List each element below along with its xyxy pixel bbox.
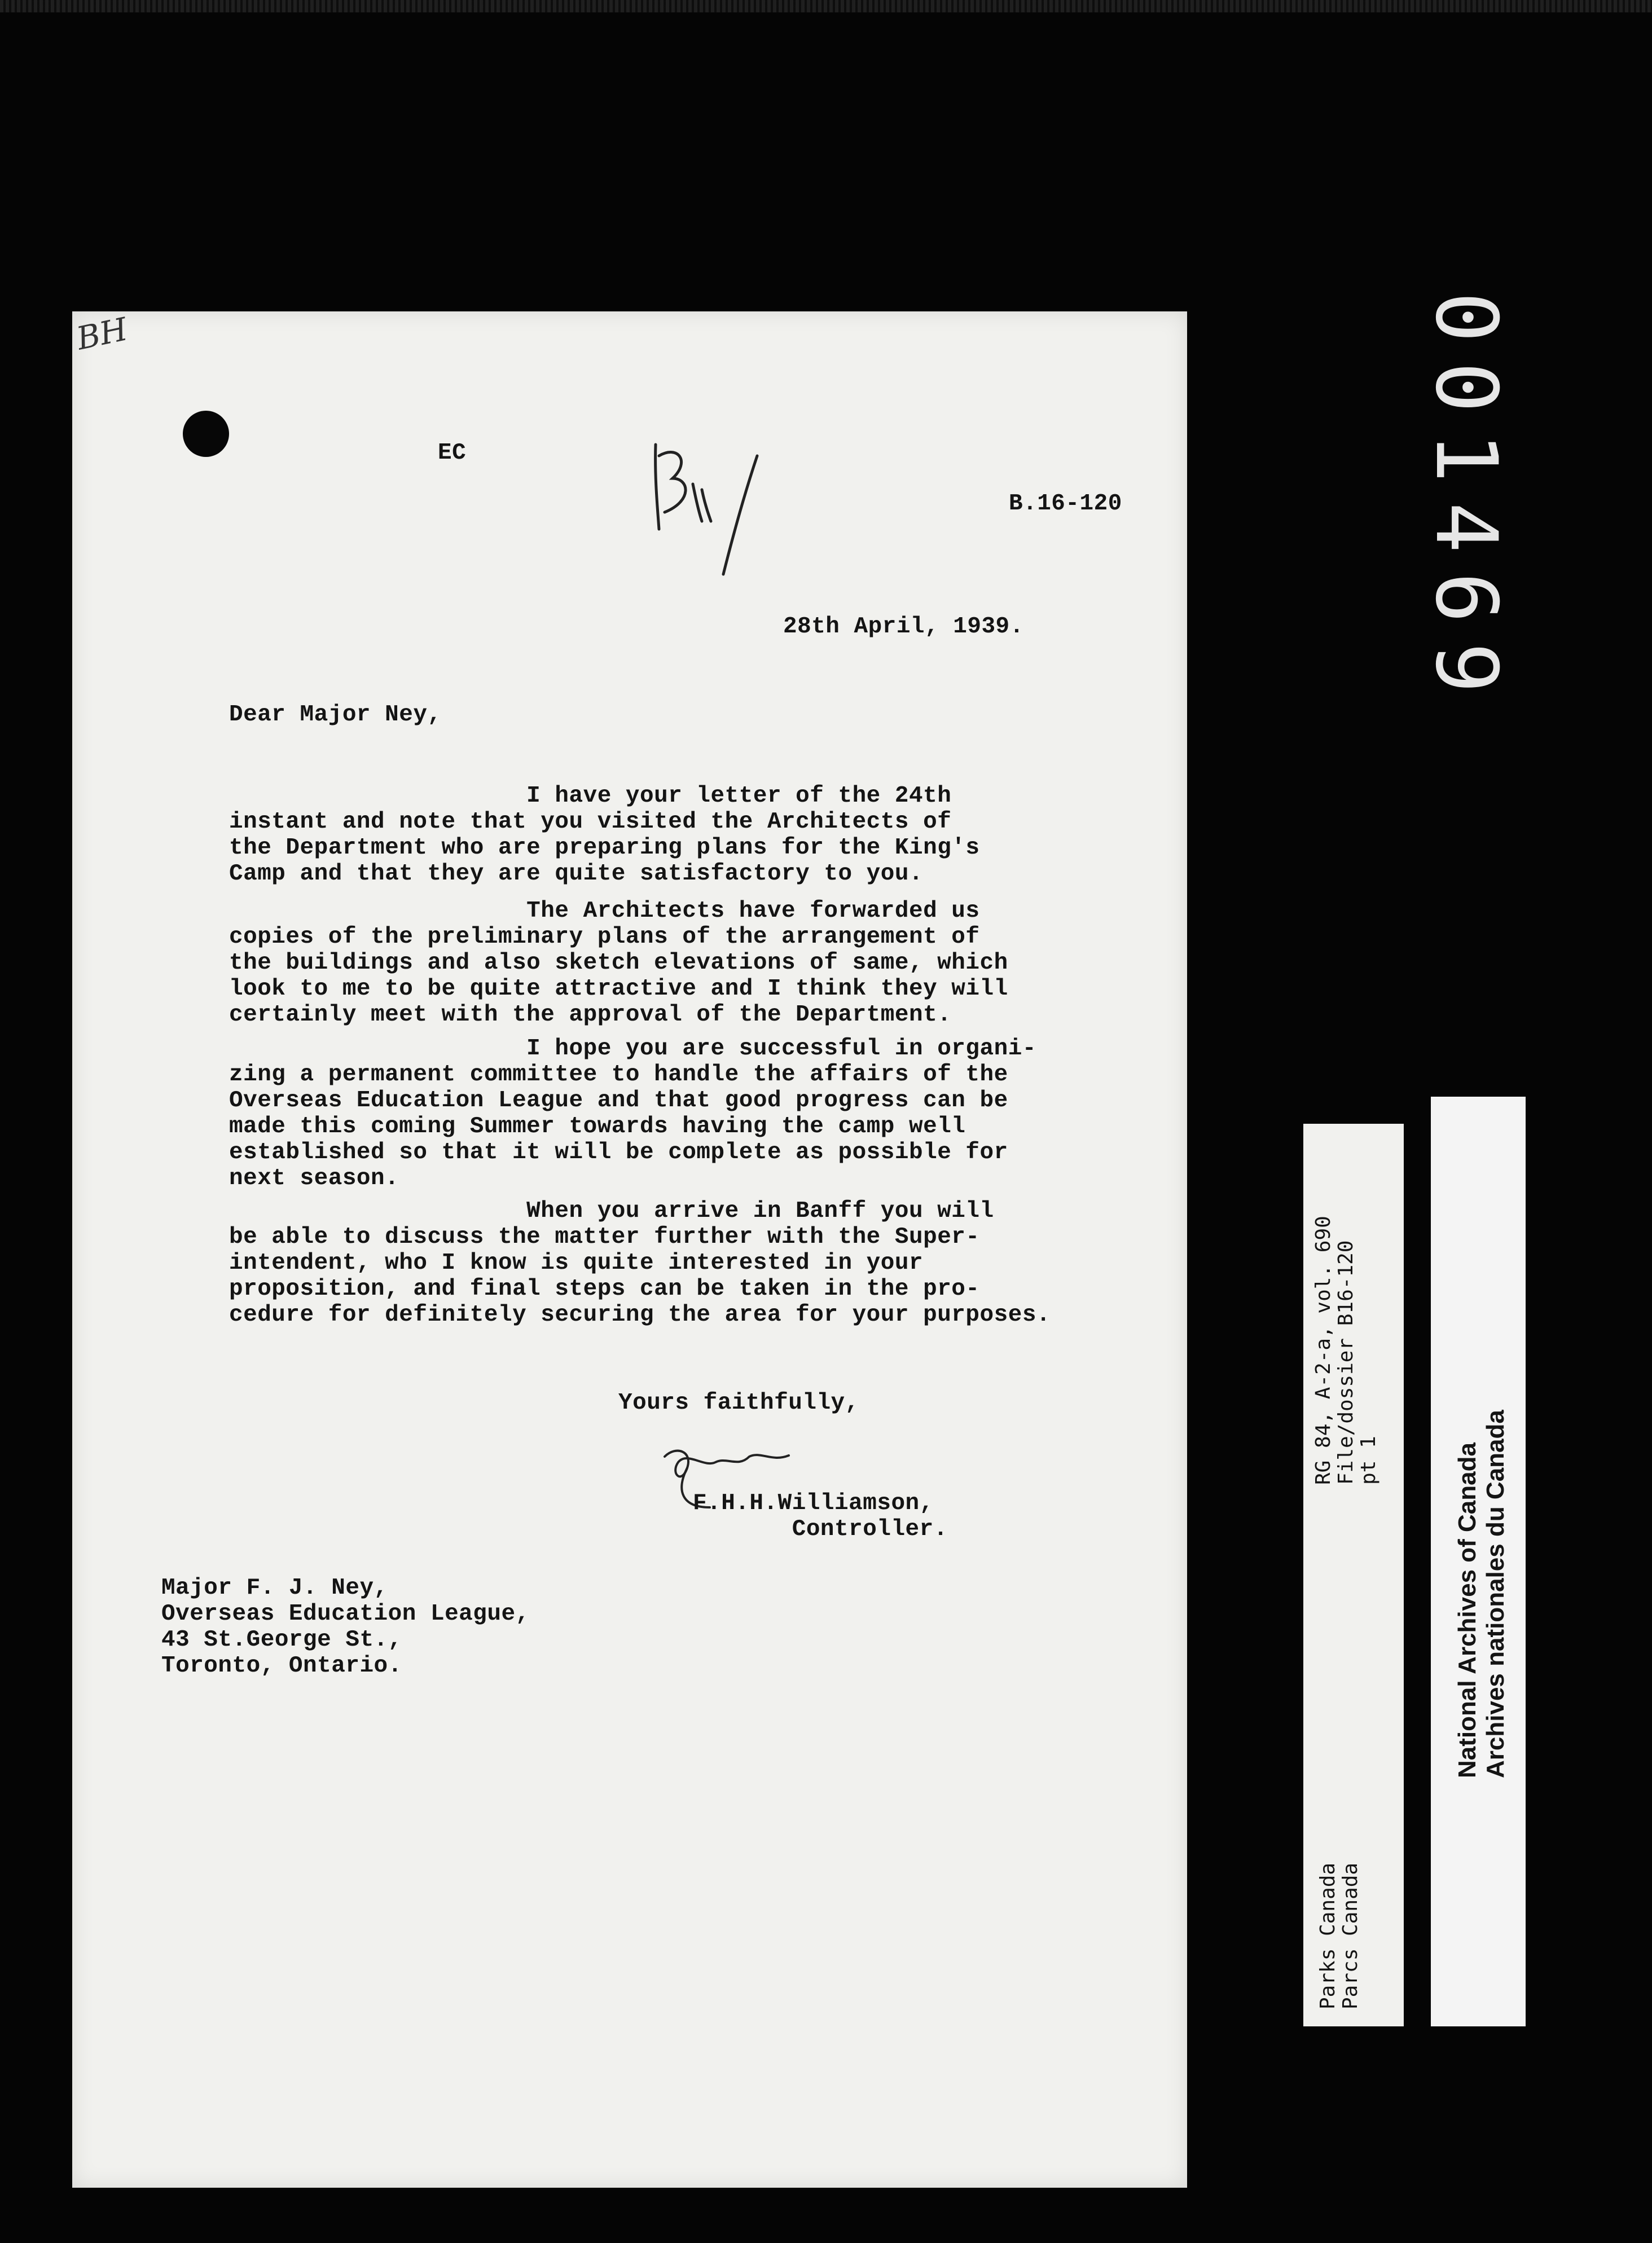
signatory-title: Controller. <box>693 1516 948 1542</box>
body-paragraph: I hope you are successful in organi- zing a permanent committee to handle the affairs of the Overseas Education League and that good progress can be made this coming Summer towards having the camp well established so that it will be complete as possible for next season. <box>229 1036 1036 1191</box>
letter-date: 28th April, 1939. <box>783 614 1024 640</box>
institution-text <box>1453 1410 1510 1778</box>
archive-reference-text <box>1312 1216 1380 1485</box>
institution-line: Archives nationales du Canada <box>1482 1410 1509 1778</box>
body-paragraph: I have your letter of the 24th instant and note that you visited the Architects of the Department who are preparing plans for the King's Camp and that they are quite satisfactory to you. <box>229 783 980 887</box>
archive-reference-label <box>1303 1124 1404 2026</box>
film-frame-number <box>1417 206 1515 798</box>
address-line: Overseas Education League, <box>161 1601 530 1627</box>
film-edge <box>0 0 1652 12</box>
address-line: Major F. J. Ney, <box>161 1575 388 1601</box>
typist-initials: EC <box>438 440 467 466</box>
letter-page <box>72 311 1187 2188</box>
agency-line: Parcs Canada <box>1339 1862 1362 2009</box>
body-paragraph: The Architects have forwarded us copies of the preliminary plans of the arrangement of the buildings and also sketch elevations of same, which look to me to be quite attractive and I think they will certainly meet with the approval of the Department. <box>229 898 1008 1028</box>
address-line: Toronto, Ontario. <box>161 1653 402 1679</box>
body-paragraph: When you arrive in Banff you will be able to discuss the matter further with the Super- intendent, who I know is quite interested in your proposition, and final steps can be taken in the pro- cedure for definitely securing the area for your purposes. <box>229 1198 1051 1328</box>
signatory-block <box>693 1490 948 1542</box>
reference-line: File/dossier B16-120 <box>1334 1240 1357 1485</box>
file-number: B.16-120 <box>1009 491 1122 517</box>
agency-line: Parks Canada <box>1316 1862 1339 2009</box>
salutation: Dear Major Ney, <box>229 702 442 728</box>
frame-number-text: 001469 <box>1417 292 1515 713</box>
closing: Yours faithfully, <box>618 1390 859 1416</box>
archives-institution-label <box>1431 1097 1526 2026</box>
agency-text <box>1317 1863 1362 2009</box>
corner-handwritten-mark: BH <box>73 311 131 358</box>
reference-line: RG 84, A-2-a, vol. 690 <box>1312 1216 1335 1485</box>
institution-line: National Archives of Canada <box>1453 1442 1481 1778</box>
handwritten-initials-mark <box>639 422 768 586</box>
punch-hole <box>183 411 229 457</box>
address-line: 43 St.George St., <box>161 1627 402 1653</box>
reference-line: pt 1 <box>1357 1436 1380 1485</box>
signatory-name: F.H.H.Williamson, <box>693 1490 934 1516</box>
recipient-address <box>161 1575 530 1679</box>
